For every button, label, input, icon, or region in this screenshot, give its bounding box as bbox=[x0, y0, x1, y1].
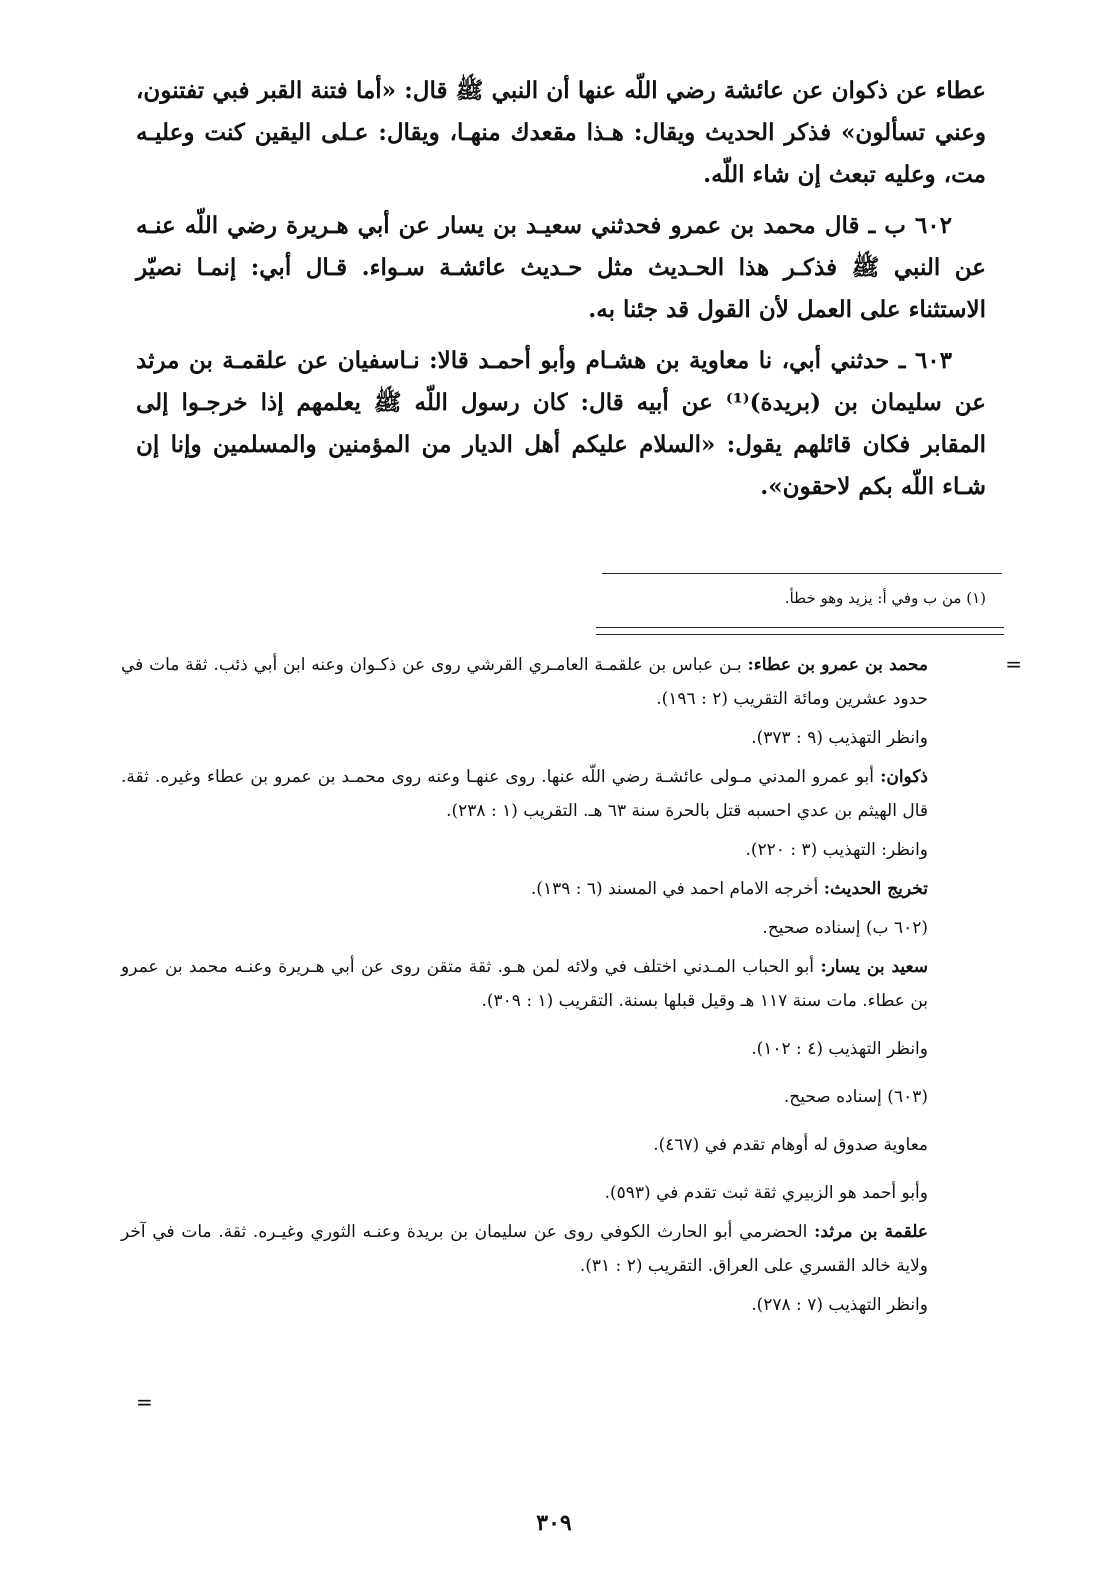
note-tahdhib: وانظر التهذيب (٤ : ١٠٢). bbox=[751, 1039, 928, 1059]
continuation-mark-bottom: = bbox=[136, 1390, 153, 1414]
note-said-ibn-yasar bbox=[121, 950, 986, 1018]
note-label: محمد بن عمرو بن عطاء: bbox=[747, 655, 928, 675]
continuation-mark-top: = bbox=[1005, 652, 1022, 676]
note-tahdhib: وانظر التهذيب (٩ : ٣٧٣). bbox=[751, 728, 928, 748]
note-alqama bbox=[121, 1215, 986, 1283]
main-text bbox=[136, 70, 986, 517]
footnote: (١) من ب وفي أ: يزيد وهو خطأ. bbox=[784, 589, 986, 607]
note-muawiya: معاوية صدوق له أوهام تقدم في (٤٦٧). bbox=[653, 1135, 928, 1155]
note-takhrij bbox=[121, 872, 986, 906]
note-isnad-603: (٦٠٣) إسناده صحيح. bbox=[783, 1087, 928, 1107]
note-muhammad-ibn-amr bbox=[121, 648, 986, 716]
note-text: أبو عمرو المدني مـولى عائشـة رضي اللّه عنها. روى عنهـا وعنه روى محمـد بن عمرو بن عطاء وغيره. ثقة. قال الهيثم بن عدي احسبه قتل بالحرة سنة ٦٣ هـ. التقريب (١ : ٢٣٨). bbox=[121, 767, 928, 821]
paragraph-603: ٦٠٣ ـ حدثني أبي، نا معاوية بن هشـام وأبو أحمـد قالا: نـاسفيان عن علقمـة بن مرثد عن سليمان بن (بريدة)⁽¹⁾ عن أبيه قال: كان رسول اللّه ﷺ يعلمهم إذا خرجـوا إلى المقابر فكان قائلهم يقول: «السلام عليكم أهل الديار من المؤمنين والمسلمين وإنا إن شـاء اللّه بكم لاحقون». bbox=[136, 347, 987, 500]
note-label: علقمة بن مرثد: bbox=[814, 1222, 928, 1242]
note-text: بـن عباس بن علقمـة العامـري القرشي روى عن ذكـوان وعنه ابن أبي ذئب. ثقة مات في حدود عشرين ومائة التقريب (٢ : ١٩٦). bbox=[121, 655, 928, 709]
paragraph-602b: ٦٠٢ ب ـ قال محمد بن عمرو فحدثني سعيـد بن يسار عن أبي هـريرة رضي اللّه عنـه عن النبي ﷺ فذكـر هذا الحـديث مثل حـديث عائشـة سـواء. قـال أبي: إنمـا نصيّر الاستثناء على العمل لأن القول قد جئنا به. bbox=[136, 212, 986, 323]
notes-double-divider bbox=[596, 627, 1004, 635]
page-number: ٣٠٩ bbox=[536, 1510, 572, 1536]
note-tahdhib: وانظر: التهذيب (٣ : ٢٢٠). bbox=[745, 840, 928, 860]
note-tahdhib: وانظر التهذيب (٧ : ٢٧٨). bbox=[751, 1295, 928, 1315]
note-abu-ahmad: وأبو أحمد هو الزبيري ثقة ثبت تقدم في (٥٩٣). bbox=[604, 1183, 928, 1203]
note-text: أبو الحباب المـدني اختلف في ولائه لمن هـو. ثقة متقن روى عن أبي هـريرة وعنـه محمد بن عمرو بن عطاء. مات سنة ١١٧ هـ وقيل قبلها بسنة. التقريب (١ : ٣٠٩). bbox=[121, 957, 928, 1011]
note-text: أخرجه الامام احمد في المسند (٦ : ١٣٩). bbox=[530, 879, 824, 899]
commentary-notes bbox=[121, 648, 986, 1327]
note-label: سعيد بن يسار: bbox=[820, 957, 928, 977]
note-label: ذكوان: bbox=[880, 767, 928, 787]
footnote-divider bbox=[602, 573, 1002, 574]
note-dhakwan bbox=[121, 760, 986, 828]
note-text: الحضرمي أبو الحارث الكوفي روى عن سليمان بن بريدة وعنـه الثوري وغيـره. ثقة. مات في آخر ولاية خالد القسري على العراق. التقريب (٢ : ٣١). bbox=[121, 1222, 928, 1276]
note-isnad-602b: (٦٠٢ ب) إسناده صحيح. bbox=[762, 918, 928, 938]
paragraph-continuation: عطاء عن ذكوان عن عائشة رضي اللّه عنها أن النبي ﷺ قال: «أما فتنة القبر فبي تفتنون، وعني تسألون» فذكر الحديث ويقال: هـذا مقعدك منهـا، ويقال: عـلى اليقين كنت وعليـه مت، وعليه تبعث إن شاء اللّه. bbox=[136, 77, 986, 188]
note-label: تخريج الحديث: bbox=[823, 879, 928, 899]
